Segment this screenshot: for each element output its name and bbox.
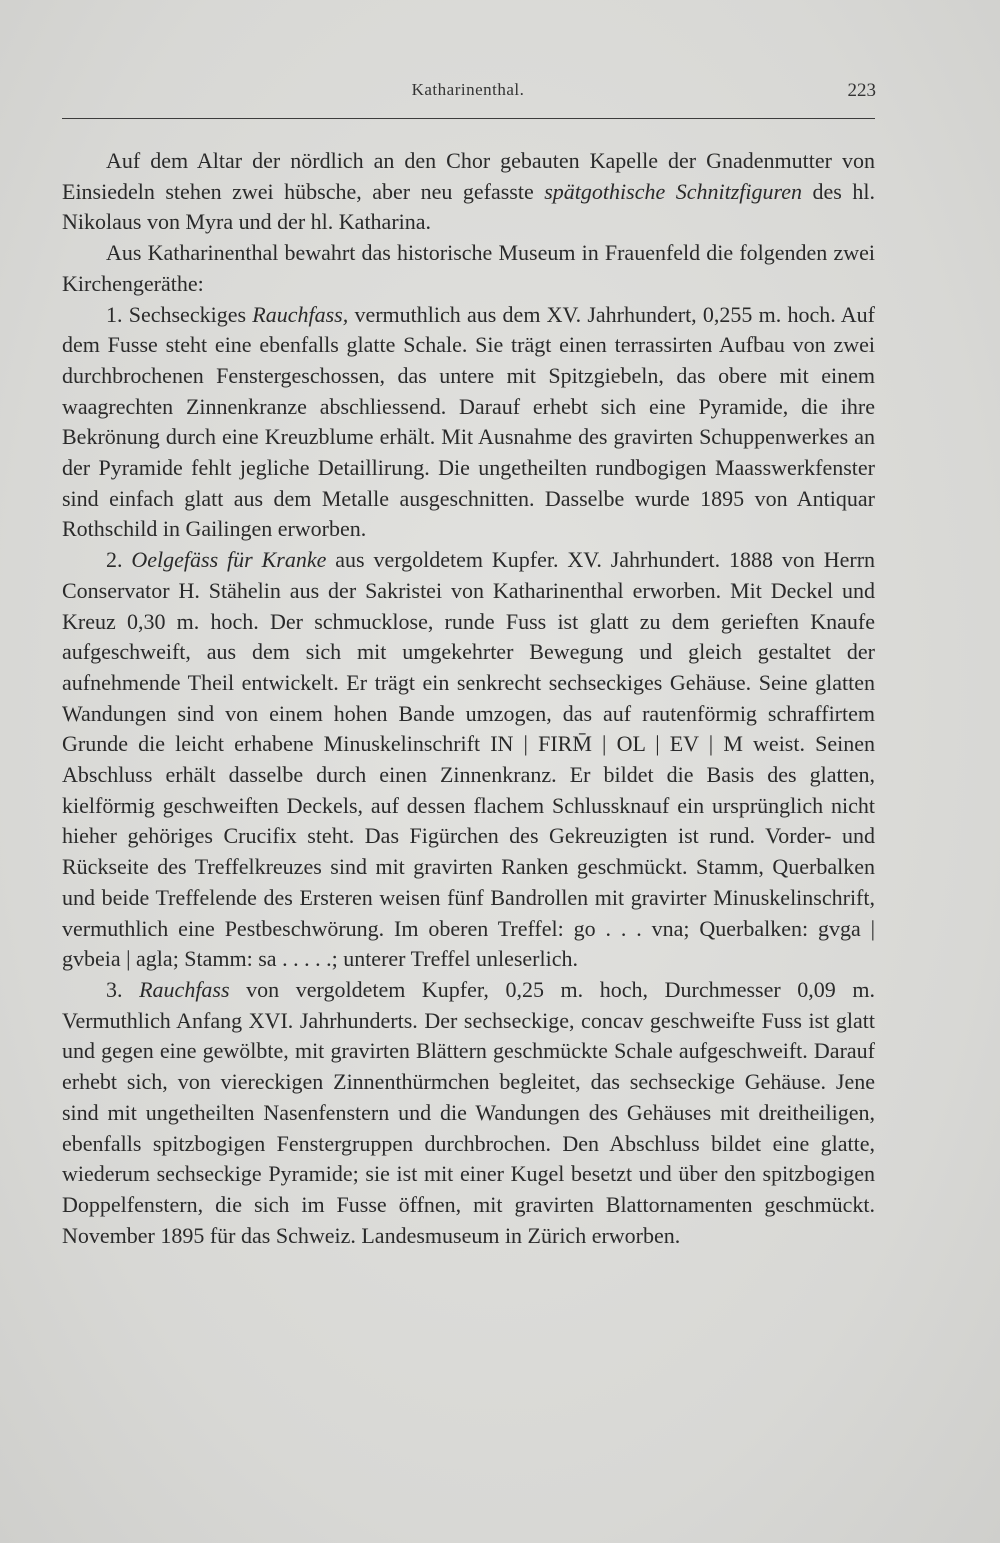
italic-term: Rauchfass, [252,301,349,327]
text-run: 1. Sechseckiges [106,301,253,327]
text-run: von vergoldetem Kupfer, 0,25 m. hoch, Durchmesser 0,09 m. Vermuthlich Anfang XVI. Jahrhunderts. Der sechseckige, concav geschweifte Fuss ist glatt und gegen eine gewölbte, mit gravirten Blättern geschmückte Schale aufgeschweift. Darauf erhebt sich, von viereckigen Zinnenthürmchen begleitet, das sechseckige Gehäuse. Jene sind mit ungetheilten Nasenfenstern und die Wandungen des Gehäuses mit dreitheiligen, ebenfalls spitzbogigen Fenstergruppen durchbrochen. Den Abschluss bildet eine glatte, wiederum sechseckige Pyramide; sie ist mit einer Kugel besetzt und über den spitzbogigen Doppelfenstern, die sich im Fusse öffnen, mit gravirten Blattornamenten geschmückt. November 1895 für das Schweiz. Landesmuseum in Zürich erworben. [62,976,876,1248]
paragraph-intro [62,146,875,238]
text-run: 3. [106,976,140,1002]
page-number: 223 [847,80,876,101]
paragraph-museum [62,238,875,299]
header-rule [62,118,875,119]
running-head [0,80,1000,108]
text-run: vermuthlich aus dem XV. Jahrhundert, 0,255 m. hoch. Auf dem Fusse steht eine ebenfalls glatte Schale. Sie trägt einen terrassirten Aufbau von zwei durchbrochenen Fenstergeschossen, das untere mit Spitzgiebeln, das obere mit einem waagrechten Zinnenkranze abschliessend. Darauf erhebt sich eine Pyramide, die ihre Bekrönung durch eine Kreuzblume erhält. Mit Ausnahme des gravirten Schuppenwerkes an der Pyramide fehlt jegliche Detaillirung. Die ungetheilten rundbogigen Maasswerkfenster sind einfach glatt aus dem Metalle ausgeschnitten. Dasselbe wurde 1895 von Antiquar Rothschild in Gailingen erworben. [62,301,875,542]
text-run: 2. [106,547,132,573]
body-text [62,146,875,1251]
italic-term: Oelgefäss für Kranke [131,547,327,573]
paragraph-item-1 [62,300,875,546]
text-run: aus vergoldetem Kupfer. XV. Jahrhundert. 1888 von Herrn Conservator H. Stähelin aus der Sakristei von Katharinenthal erworben. Mit Deckel und Kreuz 0,30 m. hoch. Der schmucklose, runde Fuss ist glatt zu dem gerieften Knaufe aufgeschweift, aus dem sich mit umgekehrter Bewegung und gleich gestaltet der aufnehmende Theil entwickelt. Er trägt ein senkrecht sechseckiges Gehäuse. Seine glatten Wandungen sind von einem hohen Bande umzogen, das auf rautenförmig schraffirtem Grunde die leicht erhabene Minuskelinschrift IN | FIRM̄ | OL | EV | M weist. Seinen Abschluss erhält dasselbe durch einen Zinnenkranz. Er bildet die Basis des glatten, kielförmig geschweiften Deckels, auf dessen flachem Schlussknauf ein ursprünglich nicht hieher gehöriges Crucifix steht. Das Figürchen des Gekreuzigten ist rund. Vorder- und Rückseite des Treffelkreuzes sind mit gravirten Ranken geschmückt. Stamm, Querbalken und beide Treffelende des Ersteren weisen fünf Bandrollen mit gravirter Minuskelinschrift, vermuthlich eine Pestbeschwörung. Im oberen Treffel: go . . . vna; Querbalken: gvga | gvbeia | agla; Stamm: sa . . . . .; unterer Treffel unleserlich. [62,547,876,972]
italic-term: Rauchfass [139,976,230,1002]
text-run: Auf dem Altar der nördlich an den Chor gebauten Kapelle der Gnadenmutter von Einsiedeln stehen zwei hübsche, aber neu gefasste [62,148,875,204]
text-run: des hl. Nikolaus von Myra und der hl. Katharina. [62,178,875,235]
paragraph-item-3 [62,975,875,1251]
text-run: Aus Katharinenthal bewahrt das historische Museum in Frauenfeld die folgenden zwei Kirchengeräthe: [62,240,875,296]
italic-term: spätgothische Schnitzfiguren [544,178,803,204]
running-title: Katharinenthal. [411,80,525,99]
paragraph-item-2 [62,545,875,975]
